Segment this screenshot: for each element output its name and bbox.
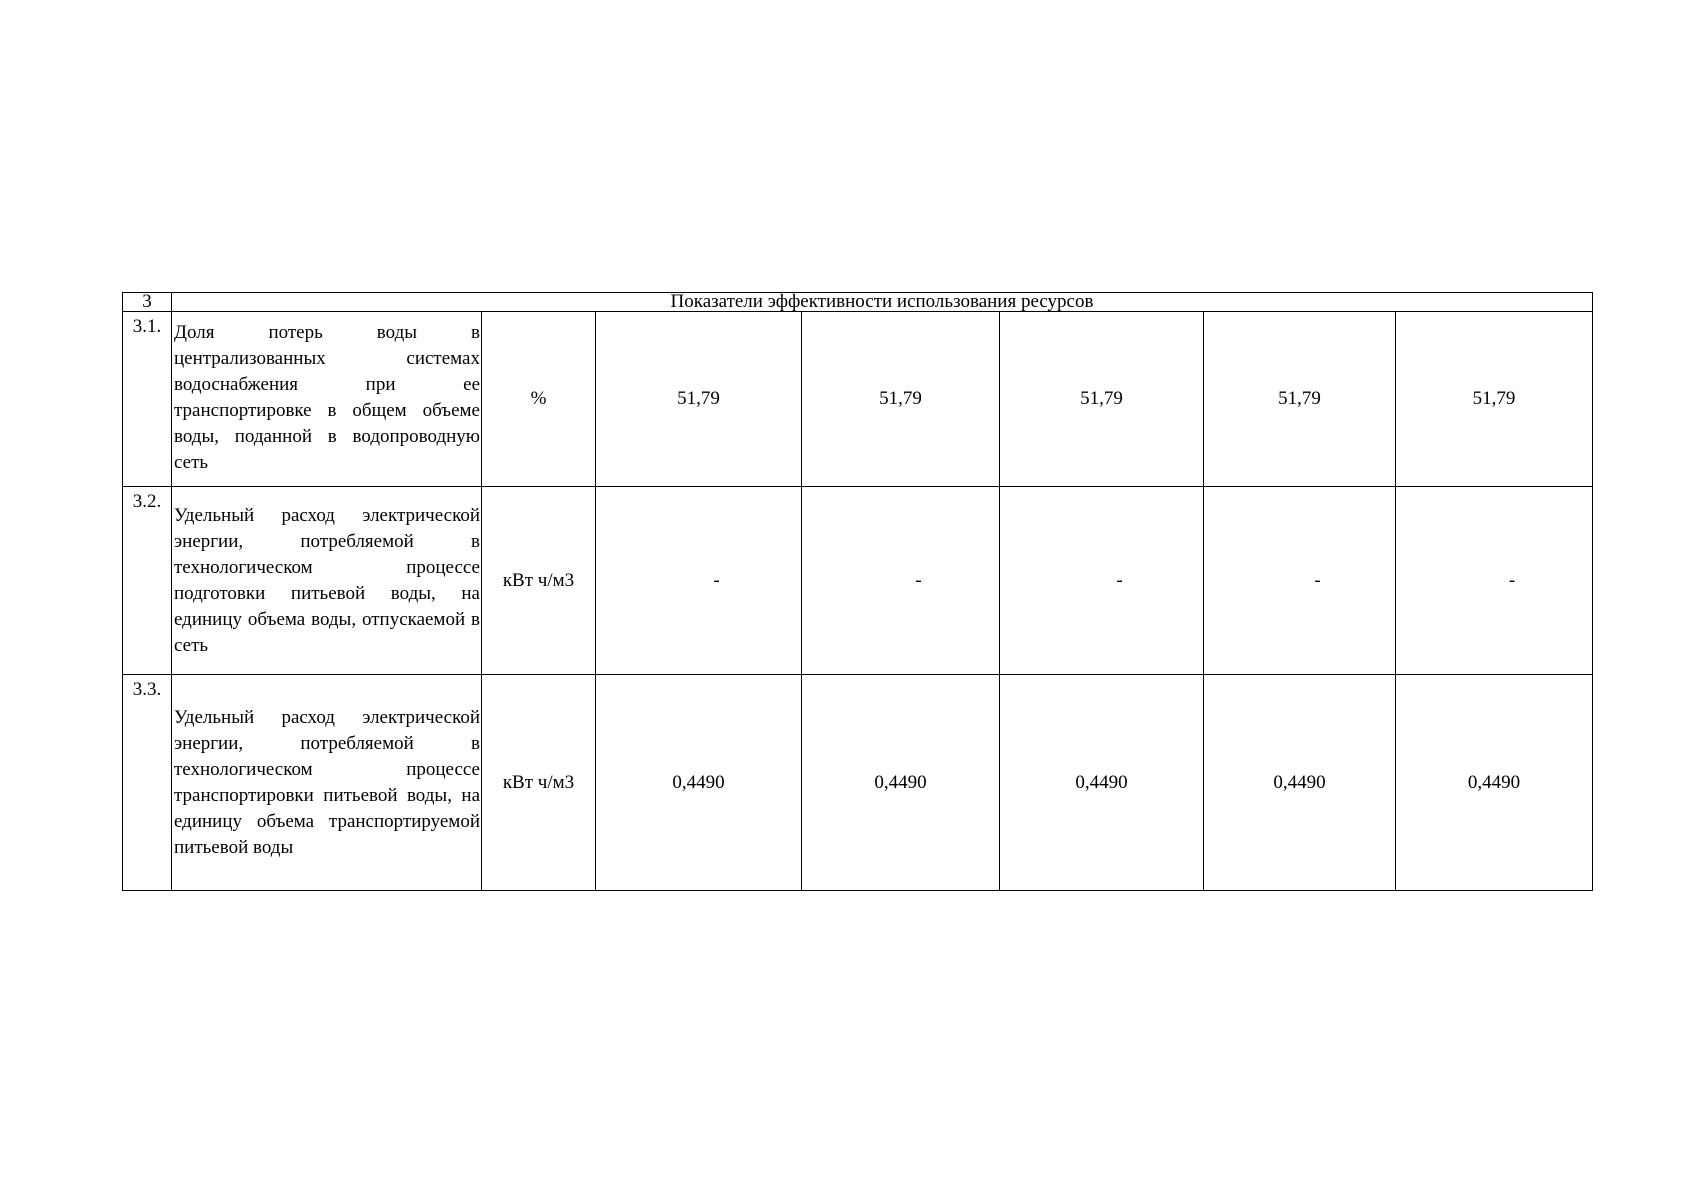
row-value-text: - xyxy=(1508,569,1516,591)
row-description: Удельный расход электрической энергии, потребляемой в технологическом процессе подготовки питьевой воды, на единицу объема воды, отпускаемой в сеть xyxy=(172,487,482,675)
row-value-text: - xyxy=(1116,569,1123,591)
row-value-1: 0,4490 xyxy=(596,675,802,891)
row-value-3 xyxy=(1000,487,1204,675)
row-value-5: 0,4490 xyxy=(1396,675,1593,891)
row-unit: кВт ч/м3 xyxy=(482,487,596,675)
row-value-text: - xyxy=(915,569,922,591)
table-row xyxy=(123,675,1593,891)
row-value-3: 0,4490 xyxy=(1000,675,1204,891)
row-number: 3.1. xyxy=(123,312,172,487)
row-number: 3.3. xyxy=(123,675,172,891)
table-row xyxy=(123,312,1593,487)
row-number: 3.2. xyxy=(123,487,172,675)
row-description: Доля потерь воды в централизованных системах водоснабжения при ее транспортировке в общем объеме воды, поданной в водопроводную сеть xyxy=(172,312,482,487)
row-value-5: 51,79 xyxy=(1396,312,1593,487)
row-value-text: - xyxy=(1314,569,1321,591)
section-title: Показатели эффективности использования ресурсов xyxy=(172,293,1593,312)
row-value-1: 51,79 xyxy=(596,312,802,487)
section-number: 3 xyxy=(123,293,172,312)
row-value-1 xyxy=(596,487,802,675)
row-value-4: 0,4490 xyxy=(1204,675,1396,891)
row-value-3: 51,79 xyxy=(1000,312,1204,487)
row-description: Удельный расход электрической энергии, потребляемой в технологическом процессе транспортировки питьевой воды, на единицу объема транспортируемой питьевой воды xyxy=(172,675,482,891)
row-unit: кВт ч/м3 xyxy=(482,675,596,891)
row-value-2: 51,79 xyxy=(802,312,1000,487)
table-row xyxy=(123,487,1593,675)
row-value-4 xyxy=(1204,487,1396,675)
row-value-5 xyxy=(1396,487,1593,675)
row-unit: % xyxy=(482,312,596,487)
row-value-4: 51,79 xyxy=(1204,312,1396,487)
indicators-table xyxy=(122,292,1593,891)
row-value-2 xyxy=(802,487,1000,675)
row-value-2: 0,4490 xyxy=(802,675,1000,891)
section-header-row xyxy=(123,293,1593,312)
row-value-text: - xyxy=(713,569,720,591)
